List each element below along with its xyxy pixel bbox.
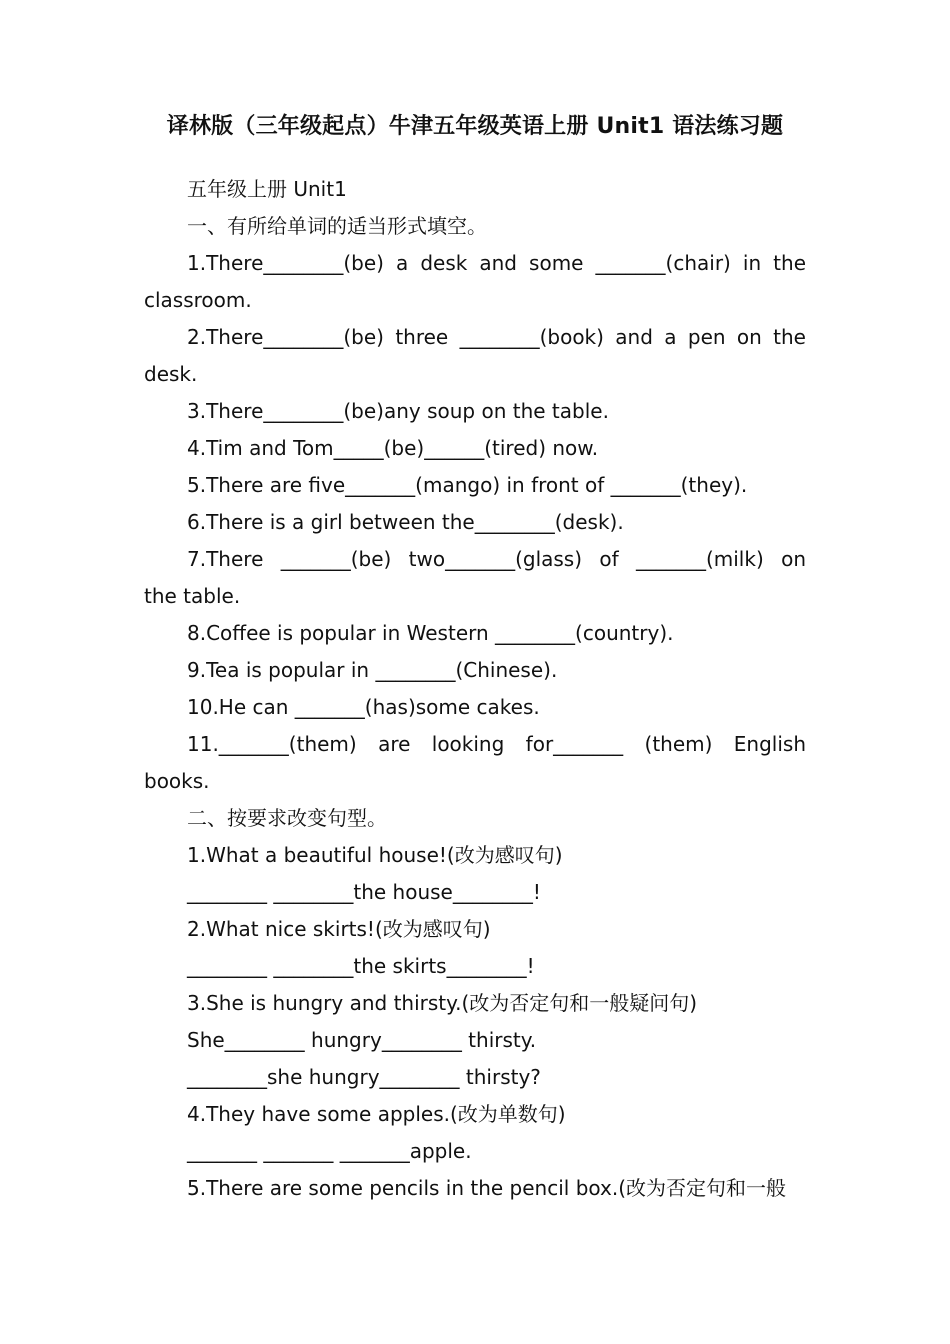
exercise-line: 4.They have some apples.(改为单数句)	[187, 1102, 566, 1126]
exercise-line: 3.She is hungry and thirsty.(改为否定句和一般疑问句)	[187, 991, 698, 1015]
exercise-line: 3.There________(be)any soup on the table.	[187, 399, 609, 423]
answer-line: ________she hungry________ thirsty?	[187, 1065, 541, 1089]
section-subtitle: 五年级上册 Unit1	[187, 177, 347, 201]
exercise-line: 9.Tea is popular in ________(Chinese).	[187, 658, 558, 682]
section-heading-2: 二、按要求改变句型。	[187, 806, 387, 830]
exercise-line: 8.Coffee is popular in Western ________(country).	[187, 621, 674, 645]
answer-line: ________ ________the house________!	[187, 880, 541, 904]
exercise-line: 5.There are some pencils in the pencil box.(改为否定句和一般	[187, 1176, 787, 1200]
exercise-line: 6.There is a girl between the________(desk).	[187, 510, 624, 534]
exercise-line-continuation: the table.	[144, 584, 241, 608]
exercise-line: 2.There________(be) three ________(book) and a pen on the	[187, 325, 806, 349]
exercise-line-continuation: desk.	[144, 362, 198, 386]
exercise-line: 1.What a beautiful house!(改为感叹句)	[187, 843, 563, 867]
exercise-line: 1.There________(be) a desk and some _______(chair) in the	[187, 251, 806, 275]
exercise-line-continuation: books.	[144, 769, 210, 793]
exercise-line: 11._______(them) are looking for_______ (them) English	[187, 732, 806, 756]
document-title: 译林版（三年级起点）牛津五年级英语上册 Unit1 语法练习题	[166, 114, 784, 139]
answer-line: ________ ________the skirts________!	[187, 954, 535, 978]
answer-line: She________ hungry________ thirsty.	[187, 1028, 537, 1052]
exercise-line-continuation: classroom.	[144, 288, 252, 312]
exercise-line: 2.What nice skirts!(改为感叹句)	[187, 917, 491, 941]
exercise-line: 5.There are five_______(mango) in front of _______(they).	[187, 473, 748, 497]
answer-line: _______ _______ _______apple.	[187, 1139, 472, 1163]
document-body	[144, 171, 806, 1207]
exercise-line: 10.He can _______(has)some cakes.	[187, 695, 540, 719]
section-heading-1: 一、有所给单词的适当形式填空。	[187, 214, 487, 238]
exercise-line: 4.Tim and Tom_____(be)______(tired) now.	[187, 436, 599, 460]
exercise-line: 7.There _______(be) two_______(glass) of _______(milk) on	[187, 547, 806, 571]
